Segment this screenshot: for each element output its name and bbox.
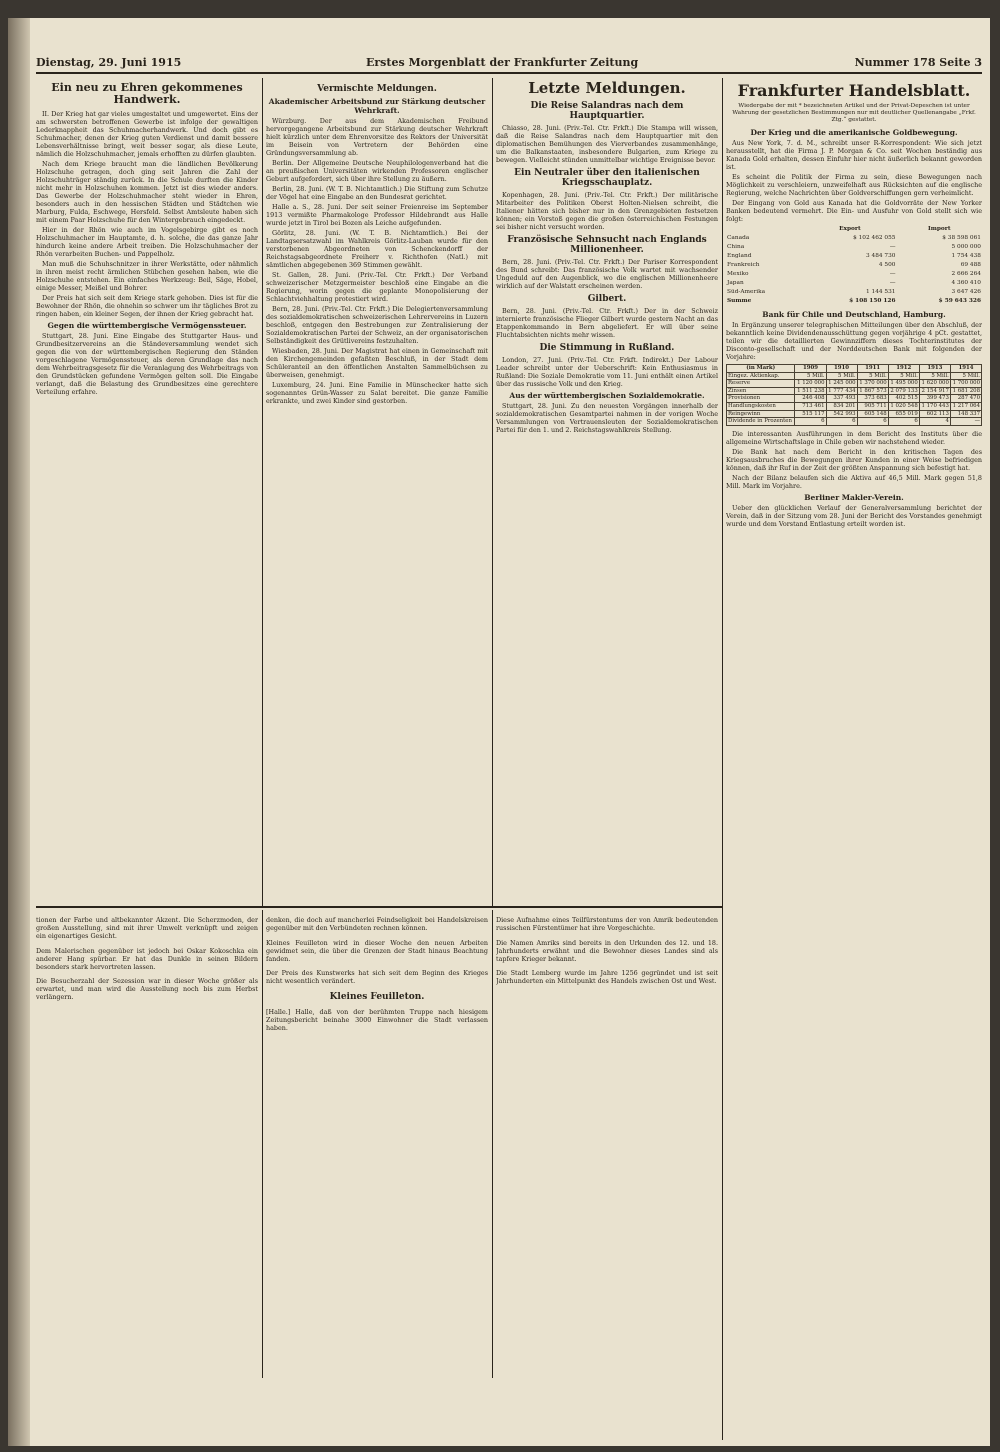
binding-spine <box>8 18 30 1446</box>
column-2 <box>266 80 488 908</box>
cell: 1 020 548 <box>888 402 919 410</box>
cell: 4 <box>919 418 950 426</box>
article-title-vermoegenssteuer: Gegen die württembergische Vermögenssteuer. <box>47 321 247 330</box>
edition-title: Erstes Morgenblatt der Frankfurter Zeitung <box>366 56 639 69</box>
paragraph: Bern, 28. Juni. (Priv.-Tel. Ctr. Frkft.) Die Delegiertenversammlung des sozialdemokratischen schweizerischen Lehrervereins in Luzern beschloß, entgegen den Bestrebungen zur Zentralisierung der Sozialdemokratischen Partei der Schweiz, an der organisatorischen Selbständigkeit des Grütlivereins festzuhalten. <box>266 305 488 345</box>
cell: 2 154 917 <box>919 387 950 395</box>
bank-figures-table <box>726 364 982 426</box>
paragraph: Görlitz, 28. Juni. (W. T. B. Nichtamtlich.) Bei der Landtagsersatzwahl im Wahlkreis Görlitz-Lauban wurde für den verstorbenen Abgeordneten von Schenckendorff der Reichstagsabgeordnete Freiherr v. Richthofen (Natl.) mit sämtlichen abgegebenen 369 Stimmen gewählt. <box>266 229 488 269</box>
article-title-sehnsucht: Französische Sehnsucht nach Englands Millionenheer. <box>507 235 707 255</box>
table-row <box>726 270 982 279</box>
table-unit: (in Mark) <box>727 365 795 373</box>
article-title-neutraler: Ein Neutraler über den italienischen Kriegsschauplatz. <box>514 168 700 188</box>
paragraph: Der Preis des Kunstwerks hat sich seit dem Beginn des Krieges nicht wesentlich verändert. <box>266 969 488 986</box>
issue-date: Dienstag, 29. Juni 1915 <box>36 56 182 69</box>
table-row <box>726 243 982 252</box>
row-label: Reserve <box>727 380 795 388</box>
gold-row-name: Süd-Amerika <box>727 289 766 295</box>
paragraph: London, 27. Juni. (Priv.-Tel. Ctr. Frkft. Indirekt.) Der Labour Leader schreibt unter der Ueberschrift: Kein Enthusiasmus in Rußland: Die Soziale Demokratie vom 11. Juni enthält einen Artikel über das russische Volk und den Krieg. <box>496 356 718 388</box>
table-row <box>727 418 982 426</box>
cell: 1 217 064 <box>950 402 981 410</box>
cell: 1 777 434 <box>826 387 857 395</box>
cell: — <box>950 418 981 426</box>
gold-row-name: Frankreich <box>727 262 760 268</box>
gold-export: 4 500 <box>878 262 896 268</box>
gold-export: $ 102 462 055 <box>853 235 896 241</box>
cell: 5 Mill. <box>826 372 857 380</box>
cell: 246 408 <box>795 395 826 403</box>
article-title-gilbert: Gilbert. <box>587 294 627 304</box>
cell: 5 Mill. <box>888 372 919 380</box>
cell: 602 113 <box>919 410 950 418</box>
gold-export: — <box>889 271 896 277</box>
cell: 655 019 <box>888 410 919 418</box>
paragraph: [Halle.] Halle, daß von der berühmten Truppe nach hiesigem Zeitungsbericht beinahe 3000 Einwohner die Stadt verlassen haben. <box>266 1007 488 1032</box>
gold-export: $ 108 150 126 <box>849 298 896 304</box>
cell: 5 Mill. <box>950 372 981 380</box>
cell: 6 <box>888 418 919 426</box>
paragraph: Die Stadt Lemberg wurde im Jahre 1256 gegründet und ist seit Jahrhunderten ein Mittelpunkt des Handels zwischen Ost und West. <box>496 969 718 986</box>
column-handelsblatt <box>726 80 982 1440</box>
paragraph: Bern, 28. Juni. (Priv.-Tel. Ctr. Frkft.) Der Pariser Korrespondent des Bund schreibt: Das französische Volk wartet mit wachsender Ungeduld auf den Augenblick, wo die englischen Millionenheere wirklich auf der Walstatt erscheinen werden. <box>496 258 718 290</box>
gold-import: 69 488 <box>960 262 981 268</box>
table-row <box>727 402 982 410</box>
row-label: Handlungskosten <box>727 402 795 410</box>
row-label: Eingez. Aktienkap. <box>727 372 795 380</box>
masthead-note: Wiedergabe der mit * bezeichneten Artikel und der Privat-Depeschen ist unter Wahrung der gesetzlichen Bestimmungen nur mit deutlicher Quellenangabe „Frkf. Ztg.“ gestattet. <box>732 103 976 123</box>
paragraph: Berlin, 28. Juni. (W. T. B. Nichtamtlich.) Die Stiftung zum Schutze der Vögel hat eine Eingabe an den Bundesrat gerichtet. <box>266 185 488 201</box>
gold-table <box>726 225 982 306</box>
column-rule <box>722 78 723 1440</box>
handelsblatt-masthead: Frankfurter Handelsblatt. <box>737 81 971 100</box>
year-header: 1913 <box>919 365 950 373</box>
gold-import: 4 360 410 <box>951 280 981 286</box>
table-row-total <box>726 297 982 306</box>
paragraph: Stuttgart, 28. Juni. Eine Eingabe des Stuttgarter Haus- und Grundbesitzervereins an die Ständeversammlung wendet sich gegen die von der württembergischen Regierung den Ständen vorgeschlagene Vermögenssteuer, als deren Grundlage das nach dem Wehrbeitragsgesetz für die Veranlagung des Wehrbeitrags von den Grundstücken gefundene Vermögen gelten soll. Die Eingabe verlangt, daß die Belastung des Grundbesitzes eine gerechtere Verteilung erfahre. <box>36 332 258 396</box>
paragraph: Kleines Feuilleton wird in dieser Woche den neuen Arbeiten gewidmet sein, die über die Grenzen der Stadt hinaus Beachtung fanden. <box>266 938 488 963</box>
gold-import: 2 666 264 <box>951 271 981 277</box>
year-header: 1910 <box>826 365 857 373</box>
cell: 1 245 000 <box>826 380 857 388</box>
gold-row-name: Canada <box>727 235 750 241</box>
article-title-bank-chile: Bank für Chile und Deutschland, Hamburg. <box>762 310 946 319</box>
section-title-letzte-meldungen: Letzte Meldungen. <box>528 80 686 97</box>
row-label: Reingewinn <box>727 410 795 418</box>
paragraph: Die Bank hat nach dem Bericht in den kritischen Tagen des Kriegsausbruches die Bewegungen ihrer Kunden in einer Weise befriedigen können, daß ihr Ruf in der Zeit der größten Anspannung sich befestigt hat. <box>726 447 982 472</box>
gold-row-name: Japan <box>727 280 744 286</box>
article-title-russland: Die Stimmung in Rußland. <box>539 343 675 353</box>
column-3 <box>496 80 718 908</box>
cell: 6 <box>857 418 888 426</box>
paragraph: Man muß die Schuhschnitzer in ihrer Werkstätte, oder nähmlich in ihren meist recht ärmlichen Stübchen gesehen haben, wie die Holzschuhe entstehen. Ein einfaches Werkzeug: Beil, Säge, Hobel, einige Messer, Meißel und Bohrer. <box>36 260 258 292</box>
article-title-sozialdemokratie: Aus der württembergischen Sozialdemokratie. <box>509 391 705 400</box>
paragraph: Die interessanten Ausführungen in dem Bericht des Instituts über die allgemeine Wirtschaftslage in Chile geben wir nachstehend wieder. <box>726 429 982 446</box>
cell: 337 493 <box>826 395 857 403</box>
cell: 1 120 000 <box>795 380 826 388</box>
gold-row-name: China <box>727 244 745 250</box>
paragraph: II. Der Krieg hat gar vieles umgestaltet und umgewertet. Eins der am schwersten betroffenen Gewerbe ist infolge der gewaltigen Lederknappheit das Schuhmacherhandwerk. Und doch gibt es Schuhmacher, denen der Krieg guten Verdienst und damit bessere Lebensverhältnisse bringt, weit besser sogar, als diese Leute, nämlich die Holzschuhmacher, jemals erhofften zu dürfen glaubten. <box>36 110 258 158</box>
cell: 5 Mill. <box>857 372 888 380</box>
cell: 905 711 <box>857 402 888 410</box>
paragraph: In Ergänzung unserer telegraphischen Mitteilungen über den Abschluß, der bekanntlich keine Dividendenausschüttung gegen vorjährige 4 pCt. gestattet, teilen wir die detaillierten Gewinnziffern dieses Tochterinstitutes der Disconto-gesellschaft und der Norddeutschen Bank mit folgenden der Vorjahre: <box>726 321 982 361</box>
paragraph: Stuttgart, 28. Juni. Zu den neuesten Vorgängen innerhalb der sozialdemokratischen Gesamtpartei nahmen in der vorigen Woche Versammlungen von Vertrauensleuten der Sozialdemokratischen Partei für den 1. und 2. Reichstagswahlkreis Stellung. <box>496 402 718 434</box>
paragraph: tionen der Farbe und altbekannter Akzent. Die Scherzmoden, der großen Ausstellung, sind mit ihrer Umwelt verknüpft und zeigen ein eigenartiges Gesicht. <box>36 916 258 941</box>
paragraph: St. Gallen, 28. Juni. (Priv.-Tel. Ctr. Frkft.) Der Verband schweizerischer Metzgermeister beschloß eine Eingabe an die Regierung, worin gegen die geplante Monopolisierung der Schlachtviehhaltung protestiert wird. <box>266 271 488 303</box>
paragraph: Chiasso, 28. Juni. (Priv.-Tel. Ctr. Frkft.) Die Stampa will wissen, daß die Reise Salandras nach dem Hauptquartier mit den diplomatischen Bemühungen des Vierverbandes zusammenhänge, um die Balkanstaaten, insbesondere Bulgarien, zum Kriege zu bewegen. Vielleicht stünden unmittelbar wichtige Ereignisse bevor. <box>496 124 718 164</box>
feuilleton-column-2 <box>266 910 488 1378</box>
cell: 1 370 000 <box>857 380 888 388</box>
page-number: Nummer 178 Seite 3 <box>854 56 982 69</box>
paragraph: Dem Malerischen gegenüber ist jedoch bei Oskar Kokoschka ein anderer Hang spürbar. Er hat das Dunkle in seinen Bildern besonders stark hervortreten lassen. <box>36 946 258 971</box>
paragraph: Würzburg. Der aus dem Akademischen Freibund hervorgegangene Arbeitsbund zur Stärkung deutscher Wehrkraft hielt kürzlich unter dem Ehrenvorsitze des Rektors der Universität im Beisein von Vertretern der Behörden eine Gründungsversammlung ab. <box>266 117 488 157</box>
row-label: Dividende in Prozenten <box>727 418 795 426</box>
year-header: 1912 <box>888 365 919 373</box>
cell: 1 620 000 <box>919 380 950 388</box>
cell: 1 681 208 <box>950 387 981 395</box>
cell: 605 148 <box>857 410 888 418</box>
gold-col-import: Import <box>928 226 951 232</box>
cell: 287 470 <box>950 395 981 403</box>
gold-row-name: Mexiko <box>727 271 749 277</box>
cell: 6 <box>795 418 826 426</box>
cell: 1 867 573 <box>857 387 888 395</box>
newspaper-page <box>8 18 990 1446</box>
gold-import: 3 647 426 <box>951 289 981 295</box>
cell: 5 Mill. <box>795 372 826 380</box>
article-title-handwerk: Ein neu zu Ehren gekommenes Handwerk. <box>51 81 243 106</box>
paragraph: Luxemburg, 24. Juni. Eine Familie in Münschecker hatte sich sogenanntes Grün-Wasser zu Salat bereitet. Die ganze Familie erkrankte, und zwei Kinder sind gestorben. <box>266 381 488 405</box>
column-rule <box>262 910 263 1378</box>
gold-import: 1 754 438 <box>951 253 981 259</box>
paragraph: Bern, 28. Juni. (Priv.-Tel. Ctr. Frkft.) Der in der Schweiz internierte französische Flieger Gilbert wurde gestern Nacht an das Etappenkommando in Bern abgeliefert. Er will über seine Fluchtabsichten nichts mehr wissen. <box>496 307 718 339</box>
running-header <box>36 56 982 74</box>
paragraph: Es scheint die Politik der Firma zu sein, diese Bewegungen nach Möglichkeit zu verschleiern, unzweifelhaft aus Rücksichten auf die englische Regierung, welche Nachrichten über Goldverschiffungen gern verheimlicht. <box>726 173 982 197</box>
column-rule <box>492 910 493 1378</box>
cell: 402 515 <box>888 395 919 403</box>
article-title-salandra: Die Reise Salandras nach dem Hauptquartier. <box>530 101 684 121</box>
feuilleton-column-1 <box>36 910 258 1378</box>
cell: 515 117 <box>795 410 826 418</box>
paragraph: Wiesbaden, 28. Juni. Der Magistrat hat einen in Gemeinschaft mit den Kirchengemeinden gefaßten Beschluß, in der Stadt dem Schüleranteil an den öffentlichen Anstalten Sammelbüchsen zu überweisen, genehmigt. <box>266 347 488 379</box>
cell: 1 511 238 <box>795 387 826 395</box>
cell: 5 Mill. <box>919 372 950 380</box>
gold-export: 1 144 531 <box>865 289 896 295</box>
cell: 1 170 443 <box>919 402 950 410</box>
gold-row-name: Summe <box>727 298 752 304</box>
paragraph: Der Eingang von Gold aus Kanada hat die Goldvorräte der New Yorker Banken bedeutend vermehrt. Die Ein- und Ausfuhr von Gold stellt sich wie folgt: <box>726 199 982 223</box>
year-header: 1914 <box>950 365 981 373</box>
table-row <box>726 279 982 288</box>
cell: 834 201 <box>826 402 857 410</box>
cell: 542 993 <box>826 410 857 418</box>
article-subtitle-arbeitsbund: Akademischer Arbeitsbund zur Stärkung deutscher Wehrkraft. <box>268 97 486 115</box>
paragraph: Aus New York, 7. d. M., schreibt unser R-Korrespondent: Wie sich jetzt herausstellt, hat die Firma J. P. Morgan & Co. seit Wochen beständig aus Kanada Gold erhalten, dessen Einfuhr hier nicht äußerlich bekannt geworden ist. <box>726 139 982 171</box>
row-label: Zinsen <box>727 387 795 395</box>
feuilleton-column-3 <box>496 910 718 1378</box>
table-row <box>726 261 982 270</box>
paragraph: Ueber den glücklichen Verlauf der Generalversammlung berichtet der Verein, daß in der Sitzung vom 28. Juni der Bericht des Vorstandes genehmigt wurde und dem Vorstand Entlastung erteilt worden ist. <box>726 503 982 528</box>
section-title-vermischte: Vermischte Meldungen. <box>317 84 437 94</box>
gold-export: — <box>889 244 896 250</box>
paragraph: denken, die doch auf mancherlei Feindseligkeit bei Handelskreisen gegenüber mit den Verbündeten rechnen können. <box>266 916 488 933</box>
paragraph: Die Besucherzahl der Sezession war in dieser Woche größer als erwartet, und man wird die Ausstellung noch bis zum Herbst verlängern. <box>36 977 258 1002</box>
paragraph: Halle a. S., 28. Juni. Der seit seiner Freienreise im September 1913 vermißte Pharmakologe Professor Hildebrandt aus Halle wurde jetzt in Tirol bei Bozen als Leiche aufgefunden. <box>266 203 488 227</box>
column-1 <box>36 80 258 908</box>
table-row <box>727 395 982 403</box>
table-row <box>727 387 982 395</box>
paragraph: Nach der Bilanz belaufen sich die Aktiva auf 46,5 Mill. Mark gegen 51,8 Mill. Mark im Vorjahre. <box>726 473 982 490</box>
gold-row-name: England <box>727 253 752 259</box>
section-title-kleines-feuilleton: Kleines Feuilleton. <box>329 991 425 1002</box>
gold-export: — <box>889 280 896 286</box>
table-row <box>726 234 982 243</box>
article-title-goldbewegung: Der Krieg und die amerikanische Goldbewegung. <box>750 128 958 137</box>
year-header: 1909 <box>795 365 826 373</box>
cell: 1 495 000 <box>888 380 919 388</box>
paragraph: Nach dem Kriege braucht man die ländlichen Bevölkerung Holzschuhe getragen, doch ging seit Jahren die Zahl der Holzschuhträger ständig zurück. In die Schule durften die Kinder nicht mehr in Holzschuhen kommen. Jetzt ist dies wieder anders. Das Gewerbe der Holzschuhmacher steht wieder in Ehren, besonders auch in den hessischen Städten und Städtchen wie Marburg, Fulda, Eschwege, Hersfeld. Selbst Amtsleute haben sich mit einem Paar Holzschuhe für den Wintergebrauch eingedeckt. <box>36 160 258 224</box>
table-row <box>726 288 982 297</box>
year-header: 1911 <box>857 365 888 373</box>
table-row <box>727 372 982 380</box>
gold-import: $ 38 598 061 <box>942 235 981 241</box>
paragraph: Diese Aufnahme eines Teilfürstentums der von Amrik bedeutenden russischen Fürstentümer hat ihre Vorgeschichte. <box>496 916 718 933</box>
table-row <box>727 380 982 388</box>
table-row <box>727 410 982 418</box>
cell: 399 473 <box>919 395 950 403</box>
cell: 148 337 <box>950 410 981 418</box>
cell: 1 700 000 <box>950 380 981 388</box>
paragraph: Hier in der Rhön wie auch im Vogelsgebirge gibt es noch Holzschuhmacher im Hauptamte, d. h. solche, die das ganze Jahr hindurch keine andere Arbeit treiben. Die Holzschuhmacher der Rhön verarbeiten Buchen- und Pappelholz. <box>36 226 258 258</box>
paragraph: Die Namen Amriks sind bereits in den Urkunden des 12. und 18. Jahrhunderts erwähnt und die Bewohner dieses Landes sind als tapfere Krieger bekannt. <box>496 938 718 963</box>
gold-import: 5 000 000 <box>951 244 981 250</box>
column-rule <box>262 78 263 908</box>
article-title-makler-verein: Berliner Makler-Verein. <box>804 492 904 502</box>
gold-import: $ 59 643 326 <box>938 298 981 304</box>
paragraph: Der Preis hat sich seit dem Kriege stark gehoben. Dies ist für die Bewohner der Rhön, die ohnehin so schwer um ihr tägliches Brot zu ringen haben, ein kleiner Segen, der ihnen der Krieg gebracht hat. <box>36 294 258 318</box>
paragraph: Berlin. Der Allgemeine Deutsche Neuphilologenverband hat die an preußischen Universitäten wirkenden Professoren englischer Geburt aufgefordert, sich über ihre Stellung zu äußern. <box>266 159 488 183</box>
gold-export: 3 484 730 <box>865 253 896 259</box>
cell: 713 461 <box>795 402 826 410</box>
cell: 373 683 <box>857 395 888 403</box>
column-rule <box>492 78 493 908</box>
row-label: Provisionen <box>727 395 795 403</box>
table-row <box>726 252 982 261</box>
cell: 2 079 133 <box>888 387 919 395</box>
gold-col-export: Export <box>839 226 861 232</box>
cell: 6 <box>826 418 857 426</box>
paragraph: Kopenhagen, 28. Juni. (Priv.-Tel. Ctr. Frkft.) Der militärische Mitarbeiter des Politiken Oberst Holten-Nielsen schreibt, die Italiener hätten sich bisher nur in den Grenzgebieten festsetzen können; ein Vorstoß gegen die großen österreichischen Festungen sei bisher nicht versucht worden. <box>496 191 718 231</box>
